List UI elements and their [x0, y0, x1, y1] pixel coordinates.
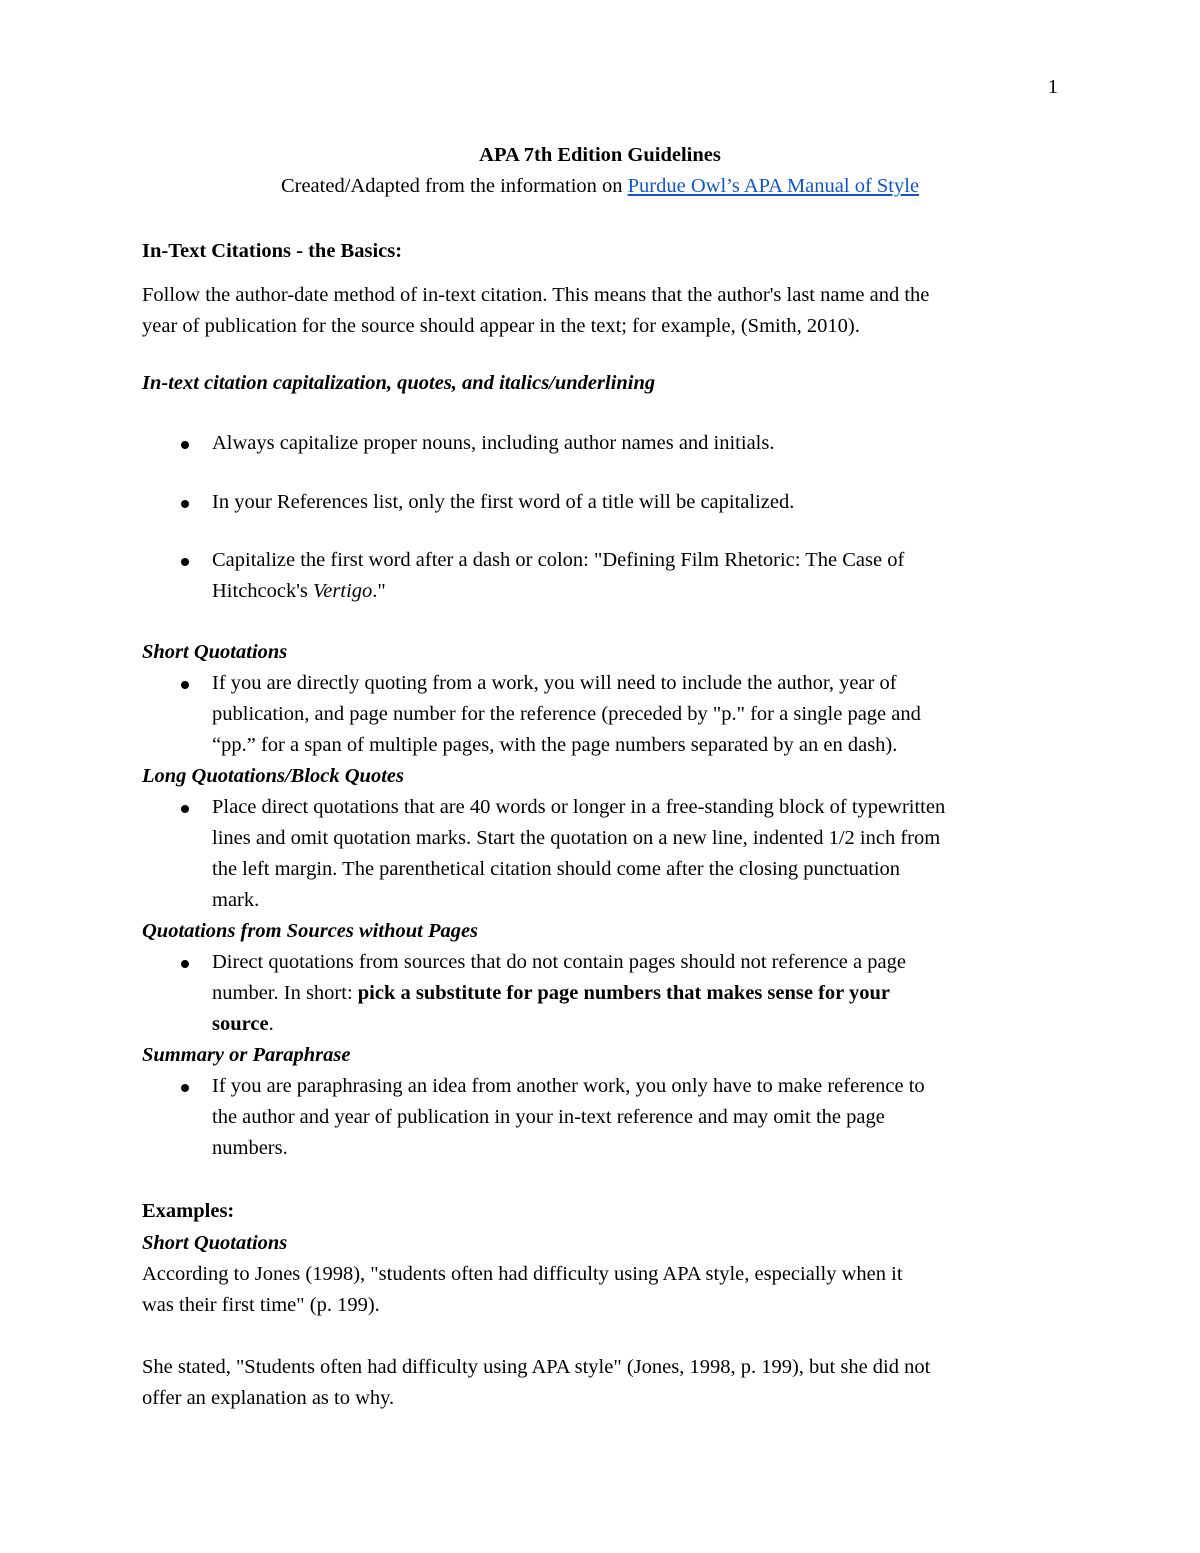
- bullet-line: Capitalize the first word after a dash or colon: "Defining Film Rhetoric: The Case of: [212, 549, 905, 571]
- no-pages-heading: Quotations from Sources without Pages: [142, 920, 479, 942]
- bullet-icon: [181, 681, 189, 689]
- text-run: .": [372, 580, 386, 602]
- bullet-line: “pp.” for a span of multiple pages, with the page numbers separated by an en dash).: [212, 734, 898, 756]
- bullet-line: the left margin. The parenthetical citation should come after the closing punctuation: [212, 858, 901, 880]
- basics-paragraph: [142, 280, 1072, 342]
- example-line: was their first time" (p. 199).: [142, 1294, 380, 1316]
- long-quotations-heading: Long Quotations/Block Quotes: [142, 765, 404, 787]
- basics-line-2: year of publication for the source should appear in the text; for example, (Smith, 2010).: [142, 315, 860, 337]
- basics-line-1: Follow the author-date method of in-text citation. This means that the author's last name and the: [142, 284, 930, 306]
- basics-heading: In-Text Citations - the Basics:: [142, 240, 403, 262]
- purdue-owl-link[interactable]: Purdue Owl’s APA Manual of Style: [627, 175, 920, 197]
- bullet-line: Place direct quotations that are 40 words or longer in a free-standing block of typewritten: [212, 796, 946, 818]
- bullet-text: [212, 1071, 1072, 1164]
- bullet-icon: [181, 805, 189, 813]
- example-line: According to Jones (1998), "students often had difficulty using APA style, especially when it: [142, 1263, 903, 1285]
- bold-text: source: [212, 1013, 269, 1035]
- capitalization-heading: In-text citation capitalization, quotes, and italics/underlining: [142, 372, 656, 394]
- paraphrase-heading: Summary or Paraphrase: [142, 1044, 351, 1066]
- bullet-icon: [181, 1084, 189, 1092]
- bullet-line: If you are paraphrasing an idea from another work, you only have to make reference to: [212, 1075, 925, 1097]
- bullet-icon: [181, 500, 189, 508]
- bullet-text: [212, 792, 1072, 916]
- bullet-icon: [181, 441, 189, 449]
- bullet-line: numbers.: [212, 1137, 288, 1159]
- bullet-line: [212, 576, 1072, 607]
- example-line: offer an explanation as to why.: [142, 1387, 395, 1409]
- bullet-icon: [181, 558, 189, 566]
- bullet-line: [212, 1009, 1072, 1040]
- page-number: 1: [1047, 76, 1058, 98]
- bullet-text: [212, 668, 1072, 761]
- short-quotations-heading: Short Quotations: [142, 641, 288, 663]
- examples-subheading: Short Quotations: [142, 1232, 288, 1254]
- example-paragraph-2: [142, 1352, 1072, 1414]
- example-line: She stated, "Students often had difficulty using APA style" (Jones, 1998, p. 199), but she did not: [142, 1356, 931, 1378]
- bullet-text: Always capitalize proper nouns, including author names and initials.: [212, 432, 775, 454]
- bullet-line: lines and omit quotation marks. Start the quotation on a new line, indented 1/2 inch from: [212, 827, 941, 849]
- bullet-line: If you are directly quoting from a work, you will need to include the author, year of: [212, 672, 897, 694]
- bullet-icon: [181, 960, 189, 968]
- subtitle-prefix: Created/Adapted from the information on: [280, 175, 628, 197]
- examples-heading: Examples:: [142, 1200, 235, 1222]
- document-subtitle: [0, 175, 1200, 198]
- bullet-text: In your References list, only the first word of a title will be capitalized.: [212, 491, 795, 513]
- text-run: Hitchcock's: [212, 580, 314, 602]
- bullet-line: Direct quotations from sources that do not contain pages should not reference a page: [212, 951, 906, 973]
- bullet-text: [212, 947, 1072, 1040]
- text-run: number. In short:: [212, 982, 358, 1004]
- text-run: .: [268, 1013, 274, 1035]
- italic-title: Vertigo: [313, 580, 373, 602]
- bold-text: pick a substitute for page numbers that makes sense for your: [357, 982, 891, 1004]
- bullet-line: mark.: [212, 889, 260, 911]
- bullet-line: the author and year of publication in your in-text reference and may omit the page: [212, 1106, 885, 1128]
- bullet-line: publication, and page number for the reference (preceded by "p." for a single page and: [212, 703, 921, 725]
- bullet-line: [212, 978, 1072, 1009]
- example-paragraph-1: [142, 1259, 1072, 1321]
- bullet-text: [212, 545, 1072, 607]
- document-title: APA 7th Edition Guidelines: [479, 144, 721, 166]
